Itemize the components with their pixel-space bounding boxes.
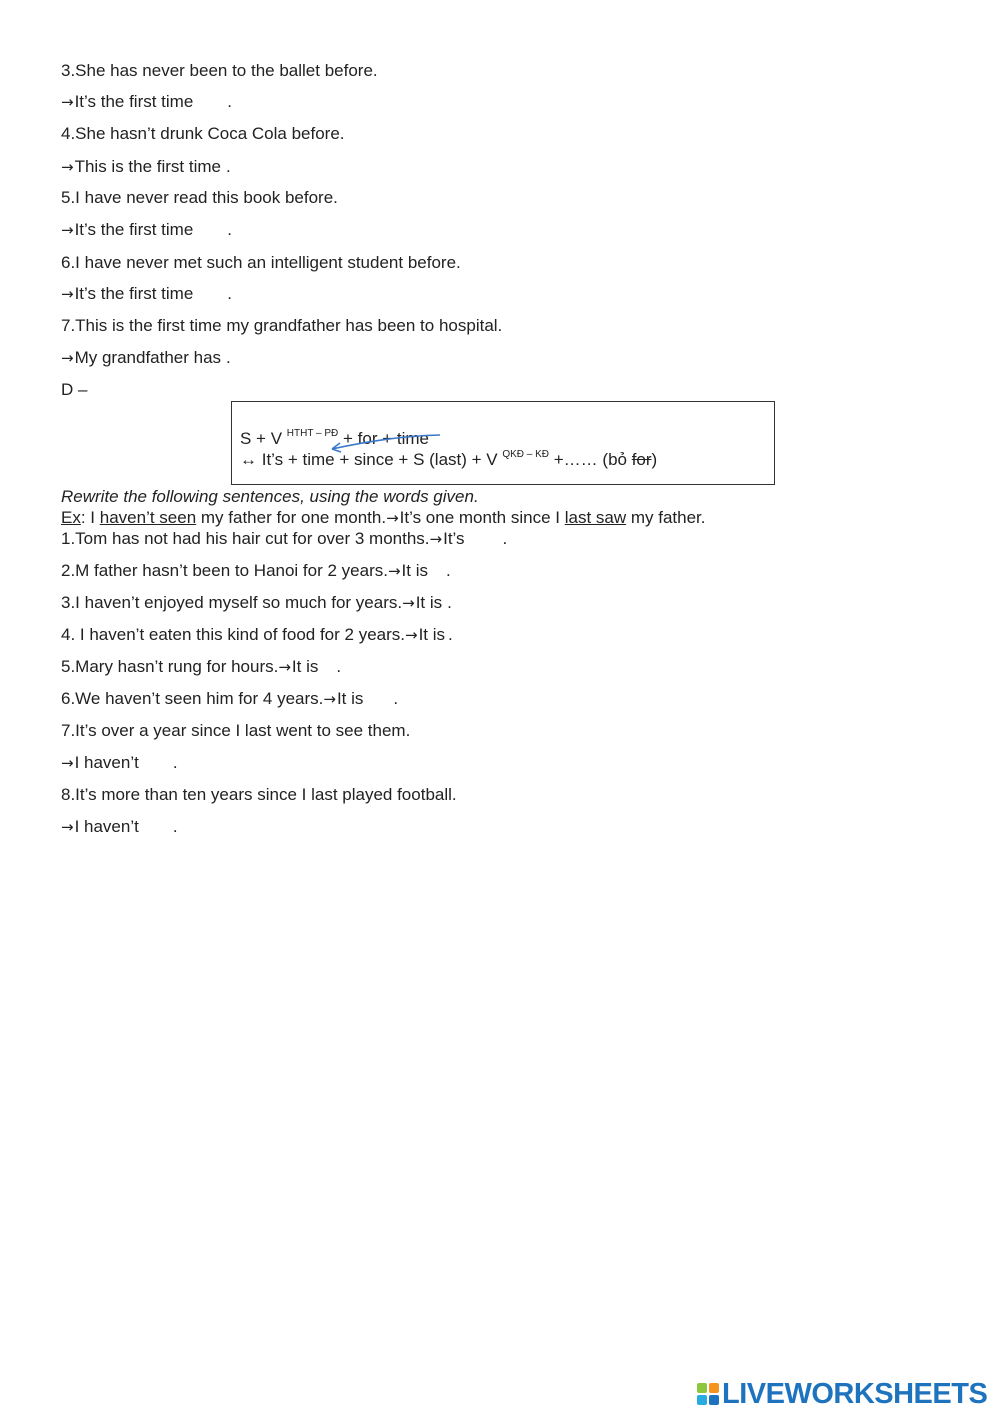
- arrow-right-icon: →: [429, 530, 443, 548]
- question-d1: 1.Tom has not had his hair cut for over 3 months.→It’s .: [61, 529, 508, 548]
- formula-box: [231, 401, 775, 485]
- question-d6: 6.We haven’t seen him for 4 years.→It is .: [61, 689, 399, 708]
- formula-line-2: ↔ It’s + time + since + S (last) + V $^{QKĐ - KĐ}$ +…… (bỏ for): [240, 449, 658, 469]
- question-4: 4.She hasn’t drunk Coca Cola before.: [61, 124, 345, 143]
- arrow-right-icon: →: [323, 690, 336, 708]
- question-5: 5.I have never read this book before.: [61, 188, 338, 207]
- answer-blank[interactable]: [363, 689, 393, 709]
- arrow-right-icon: →: [386, 509, 399, 527]
- formula-line-1: S + V $^{HTHT - PĐ}$ + for + time: [240, 428, 429, 448]
- answer-blank[interactable]: [428, 561, 446, 581]
- arrow-right-icon: →: [61, 818, 74, 836]
- answer-blank[interactable]: [193, 92, 227, 112]
- question-d3: 3.I haven’t enjoyed myself so much for years.→It is .: [61, 593, 452, 612]
- logo-text: LIVEWORKSHEETS: [722, 1377, 988, 1410]
- question-7: 7.This is the first time my grandfather has been to hospital.: [61, 316, 503, 335]
- answer-row-d8: →I haven’t .: [61, 817, 178, 836]
- arrow-right-icon: →: [278, 658, 291, 676]
- question-d5: 5.Mary hasn’t rung for hours.→It is .: [61, 657, 342, 676]
- instruction: Rewrite the following sentences, using the words given.: [61, 487, 479, 506]
- answer-blank[interactable]: [139, 753, 173, 773]
- answer-row-7: →My grandfather has .: [61, 348, 231, 367]
- arrow-right-icon: →: [61, 285, 74, 303]
- arrow-right-icon: →: [61, 754, 74, 772]
- answer-row-5: →It’s the first time .: [61, 220, 233, 239]
- answer-row-3: →It’s the first time .: [61, 92, 233, 111]
- arrow-right-icon: →: [404, 626, 418, 644]
- question-3: 3.She has never been to the ballet before.: [61, 61, 378, 80]
- arrow-right-icon: →: [61, 158, 74, 176]
- question-d4: 4. I haven’t eaten this kind of food for 2 years.→It is .: [61, 625, 453, 644]
- question-d2: 2.M father hasn’t been to Hanoi for 2 years.→It is .: [61, 561, 451, 580]
- answer-blank[interactable]: [465, 529, 503, 549]
- arrow-right-icon: →: [387, 562, 401, 580]
- answer-blank[interactable]: [139, 817, 173, 837]
- arrow-right-icon: →: [61, 93, 74, 111]
- liveworksheets-logo: [697, 1378, 987, 1410]
- answer-row-6: →It’s the first time .: [61, 284, 233, 303]
- answer-blank[interactable]: [318, 657, 336, 677]
- arrow-right-icon: →: [61, 221, 74, 239]
- section-d-heading: D –: [61, 380, 88, 399]
- answer-blank[interactable]: [193, 220, 227, 240]
- answer-row-4: →This is the first time .: [61, 157, 231, 176]
- logo-grid-icon: [697, 1383, 719, 1405]
- arrow-right-icon: →: [402, 594, 415, 612]
- arrow-right-icon: →: [61, 349, 74, 367]
- example: Ex: I haven’t seen my father for one month.→It’s one month since I last saw my father.: [61, 508, 706, 527]
- answer-blank[interactable]: [193, 284, 227, 304]
- question-d7: 7.It’s over a year since I last went to see them.: [61, 721, 411, 740]
- question-d8: 8.It’s more than ten years since I last played football.: [61, 785, 457, 804]
- answer-row-d7: →I haven’t .: [61, 753, 178, 772]
- question-6: 6.I have never met such an intelligent student before.: [61, 253, 461, 272]
